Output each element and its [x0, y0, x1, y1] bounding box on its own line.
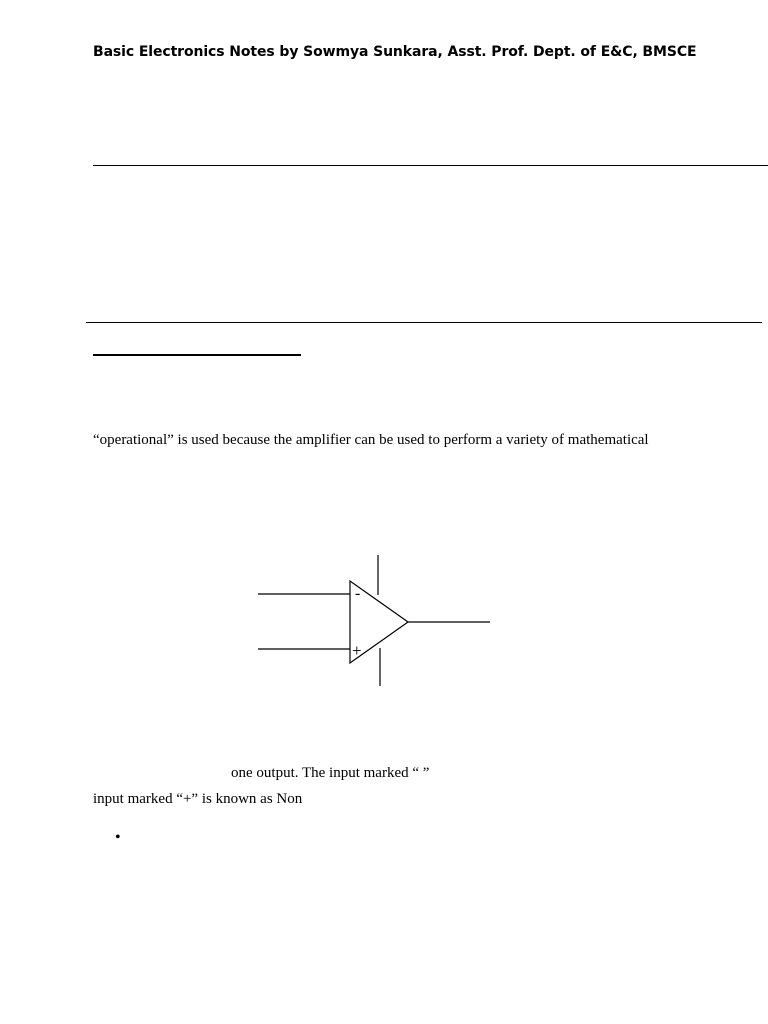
heading-underline — [93, 354, 301, 356]
horizontal-rule — [86, 322, 762, 323]
header-title: Basic Electronics Notes by Sowmya Sunkara, Asst. Prof. Dept. of E&C, BMSCE — [93, 44, 697, 60]
horizontal-rule — [93, 165, 768, 166]
paragraph-plus-input: input marked “+” is known as Non — [93, 791, 303, 807]
paragraph-one-output: one output. The input marked “ ” — [231, 765, 430, 781]
minus-terminal-label: - — [355, 585, 361, 602]
paragraph-operational: “operational” is used because the amplifier can be used to perform a variety of mathematical — [93, 432, 649, 448]
bullet-point: • — [115, 829, 121, 846]
opamp-symbol-diagram — [250, 550, 500, 690]
plus-terminal-label: + — [352, 641, 362, 660]
